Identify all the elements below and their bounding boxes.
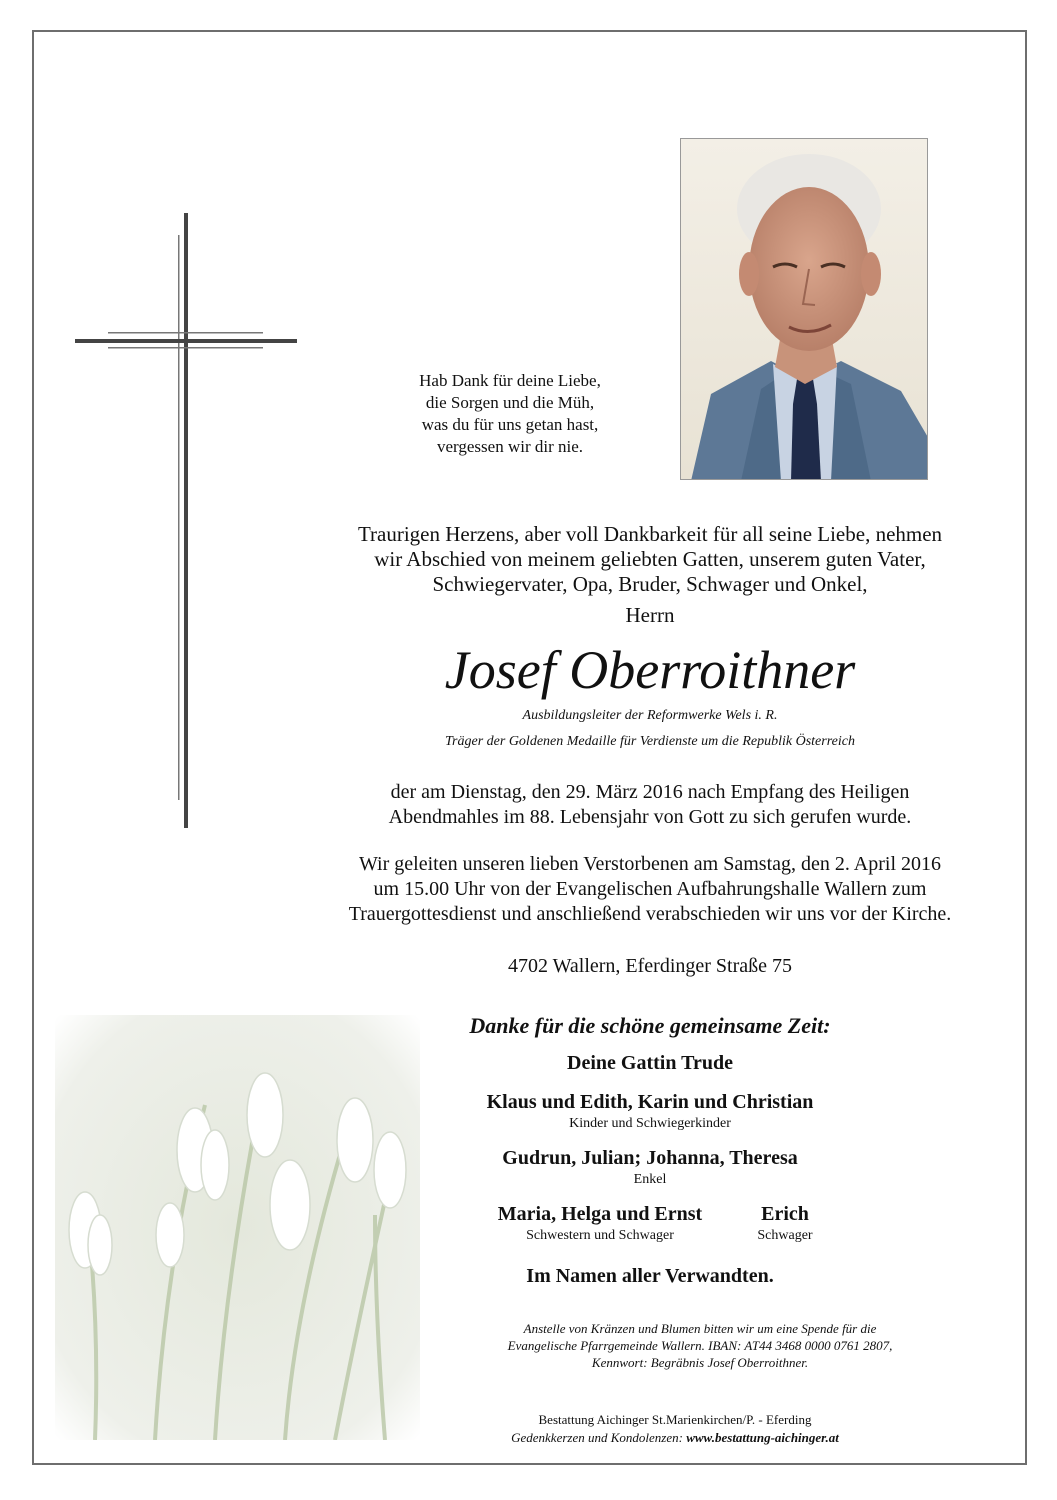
address: 4702 Wallern, Eferdinger Straße 75	[507, 955, 793, 977]
funeral-line: Wir geleiten unseren lieben Verstorbenen am Samstag, den 2. April 2016	[358, 853, 941, 875]
deceased-honor: Träger der Goldenen Medaille für Verdienste um die Republik Österreich	[445, 734, 855, 749]
poem	[370, 370, 650, 458]
family-children-label: Kinder und Schwiegerkinder	[569, 1116, 731, 1131]
portrait-photo	[680, 138, 928, 480]
condolence-info	[420, 1430, 930, 1446]
cross-icon	[70, 210, 305, 835]
intro-line: wir Abschied von meinem geliebten Gatten, unserem guten Vater,	[374, 547, 926, 571]
website-link[interactable]: www.bestattung-aichinger.at	[686, 1430, 839, 1445]
family-grandchildren: Gudrun, Julian; Johanna, Theresa	[502, 1147, 798, 1169]
poem-line: was du für uns getan hast,	[421, 415, 599, 434]
death-line: Abendmahles im 88. Lebensjahr von Gott zu sich gerufen wurde.	[388, 806, 912, 828]
poem-line: vergessen wir dir nie.	[436, 437, 584, 456]
family-siblings: Maria, Helga und Ernst	[497, 1203, 703, 1225]
donation-line: Anstelle von Kränzen und Blumen bitten wir um eine Spende für die	[523, 1321, 877, 1336]
donation-request	[420, 1320, 980, 1371]
poem-line: die Sorgen und die Müh,	[425, 393, 595, 412]
deceased-title: Ausbildungsleiter der Reformwerke Wels i. R.	[522, 708, 778, 723]
salutation: Herrn	[625, 603, 675, 627]
funeral-line: um 15.00 Uhr von der Evangelischen Aufbahrungshalle Wallern zum	[373, 878, 927, 900]
deceased-name: Josef Oberroithner	[444, 640, 856, 700]
funeral-home: Bestattung Aichinger St.Marienkirchen/P. - Eferding	[538, 1412, 812, 1427]
death-line: der am Dienstag, den 29. März 2016 nach Empfang des Heiligen	[390, 781, 910, 803]
snowdrop-flowers-image	[55, 1015, 420, 1440]
funeral-info	[300, 852, 1000, 927]
funeral-line: Trauergottesdienst und anschließend verabschieden wir uns vor der Kirche.	[348, 903, 952, 925]
thanks-heading: Danke für die schöne gemeinsame Zeit:	[469, 1013, 831, 1038]
family-relatives: Im Namen aller Verwandten.	[526, 1265, 774, 1287]
family-children: Klaus und Edith, Karin und Christian	[486, 1091, 814, 1113]
family-brother-in-law-label: Schwager	[757, 1228, 813, 1243]
family-brother-in-law: Erich	[761, 1203, 809, 1225]
poem-line: Hab Dank für deine Liebe,	[419, 371, 601, 390]
intro-line: Traurigen Herzens, aber voll Dankbarkeit für all seine Liebe, nehmen	[357, 522, 943, 546]
death-notice	[320, 780, 980, 830]
family-siblings-label: Schwestern und Schwager	[526, 1228, 674, 1243]
donation-line: Evangelische Pfarrgemeinde Wallern. IBAN: AT44 3468 0000 0761 2807,	[507, 1338, 893, 1353]
donation-line: Kennwort: Begräbnis Josef Oberroithner.	[591, 1355, 809, 1370]
condolence-label: Gedenkkerzen und Kondolenzen:	[511, 1430, 683, 1445]
intro-line: Schwiegervater, Opa, Bruder, Schwager und Onkel,	[432, 572, 868, 596]
family-grandchildren-label: Enkel	[633, 1172, 667, 1187]
family-wife: Deine Gattin Trude	[567, 1052, 733, 1074]
intro-text	[320, 522, 980, 597]
